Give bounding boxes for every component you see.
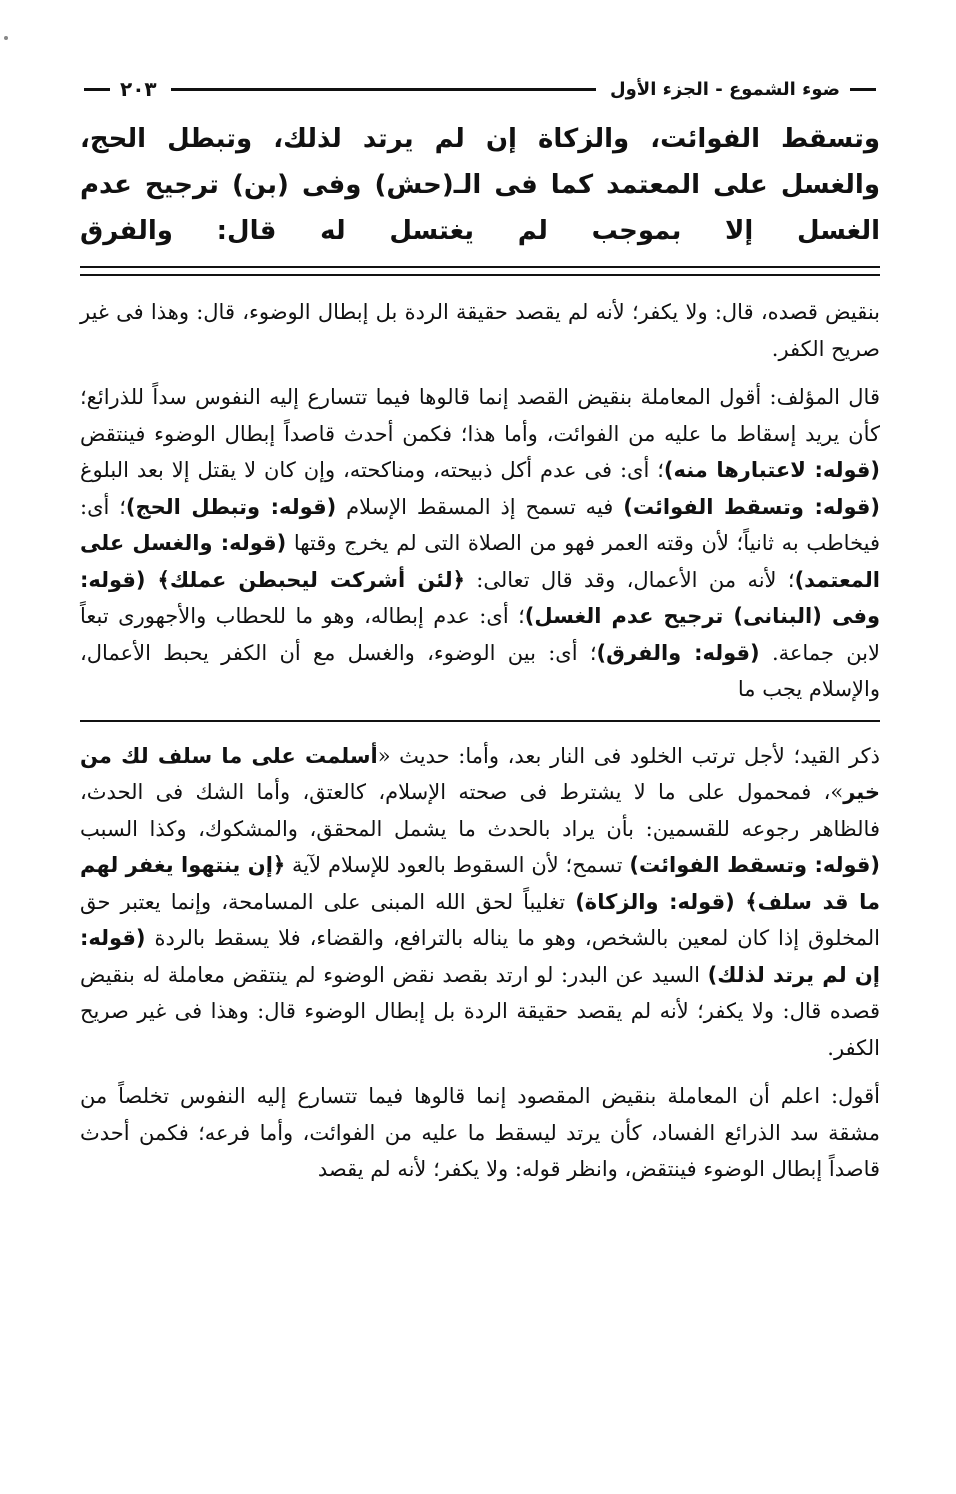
page-number: ٢٠٣ — [120, 77, 157, 101]
quote-marker: ﴿لئن أشركت ليحبطن عملك﴾ (قوله: وفى (البنانى) ترجيح عدم الغسل) — [80, 567, 880, 628]
header-title: ضوء الشموع - الجزء الأول — [610, 78, 840, 100]
divider-line — [80, 720, 880, 722]
quote-marker: (قوله: إن لم يرتد لذلك) — [80, 926, 880, 987]
quote-marker: (قوله: وتسقط الفوائت) — [623, 494, 880, 519]
header-rule — [171, 88, 596, 91]
quote-marker: (قوله: لاعتبارها منه) — [663, 458, 880, 482]
quote-marker: (قوله: وتبطل الحج) — [125, 494, 337, 519]
quote-marker: ﴿إن ينتهوا يغفر لهم ما قد سلف﴾ (قوله: والزكاة) — [80, 853, 881, 914]
header-dash — [84, 88, 110, 91]
running-header — [80, 72, 880, 106]
paragraph: ذكر القيد؛ لأجل ترتب الخلود فى النار بعد، وأما: حديث «أسلمت على ما سلف لك من خير»، فمحمول على ما لا يشترط فى صحته الإسلام، كالعتق، وأما الشك فى الحدث، فالظاهر رجوعه للقسمين: بأن يراد بالحدث ما يشمل المحقق، والمشكوك، وكذا السبب (قوله: وتسقط الفوائت) تسمح؛ لأن السقوط بالعود للإسلام لآية ﴿إن ينتهوا يغفر لهم ما قد سلف﴾ (قوله: والزكاة) تغليباً لحق الله المبنى على المسامحة، وإنما يعتبر حق المخلوق إذا كان لمعين بالشخص، وهو ما يناله بالترافع، والقضاء، فلا يسقط بالردة (قوله: إن لم يرتد لذلك) السيد عن البدر: لو ارتد بقصد نقض الوضوء لم ينتقض معاملة له بنقيض قصده قال: ولا يكفر؛ لأنه لم يقصد حقيقة الردة بل إبطال الوضوء قال: وهذا فى غير صريح الكفر. — [80, 743, 881, 1060]
commentary-section-1 — [80, 294, 880, 708]
paragraph: قال المؤلف: أقول المعاملة بنقيض القصد إنما قالوها فيما تتسارع إليه النفوس سداً للذرائع؛ كأن يريد إسقاط ما عليه من الفوائت، وأما هذا؛ فكمن أحدث قاصداً إبطال الوضوء فينتقض (قوله: لاعتبارها منه)؛ أى: فى عدم أكل ذبيحته، ومناكحته، وإن كان لا يقتل إلا بعد البلوغ (قوله: وتسقط الفوائت) فيه تسمح إذ المسقط الإسلام (قوله: وتبطل الحج)؛ أى: فيخاطب به ثانياً؛ لأن وقته العمر فهو من الصلاة التى لم يخرج وقتها (قوله: والغسل على المعتمد)؛ لأنه من الأعمال، وقد قال تعالى: ﴿لئن أشركت ليحبطن عملك﴾ (قوله: وفى (البنانى) ترجيح عدم الغسل)؛ أى: عدم إبطاله، وهو ما للحطاب والأجهورى تبعاً لابن جماعة. (قوله: والفرق)؛ أى: بين الوضوء، والغسل مع أن الكفر يحبط الأعمال، والإسلام يجب ما — [80, 385, 881, 701]
quote-marker: (قوله: وتسقط الفوائت) — [629, 853, 880, 877]
quote-marker: (قوله: والفرق) — [596, 640, 760, 665]
book-page — [80, 72, 880, 1188]
main-text: وتسقط الفوائت، والزكاة إن لم يرتد لذلك، وتبطل الحج، والغسل على المعتمد كما فى الـ(حش) وفى (بن) ترجيح عدم الغسل إلا بموجب لم يغتسل له قال: والفرق — [80, 124, 880, 246]
scan-speck — [4, 36, 8, 40]
paragraph: أقول: اعلم أن المعاملة بنقيض المقصود إنما قالوها فيما تتسارع إليه النفوس تخلصاً من مشقة سد الذرائع الفساد، كأن يرتد ليسقط ما عليه من الفوائت، وأما فرعه؛ فكمن أحدث قاصداً إبطال الوضوء فينتقض، وانظر قوله: ولا يكفر؛ لأنه لم يقصد — [80, 1084, 880, 1181]
header-dash — [850, 88, 876, 91]
divider-line — [80, 274, 880, 276]
divider-line — [80, 266, 880, 268]
quote-marker: (قوله: والغسل على المعتمد) — [80, 531, 880, 592]
commentary-section-2 — [80, 738, 880, 1188]
hadith-quote: أسلمت على ما سلف لك من خير — [80, 743, 880, 804]
paragraph: بنقيض قصده، قال: ولا يكفر؛ لأنه لم يقصد حقيقة الردة بل إبطال الوضوء، قال: وهذا فى غير صريح الكفر. — [80, 300, 880, 361]
